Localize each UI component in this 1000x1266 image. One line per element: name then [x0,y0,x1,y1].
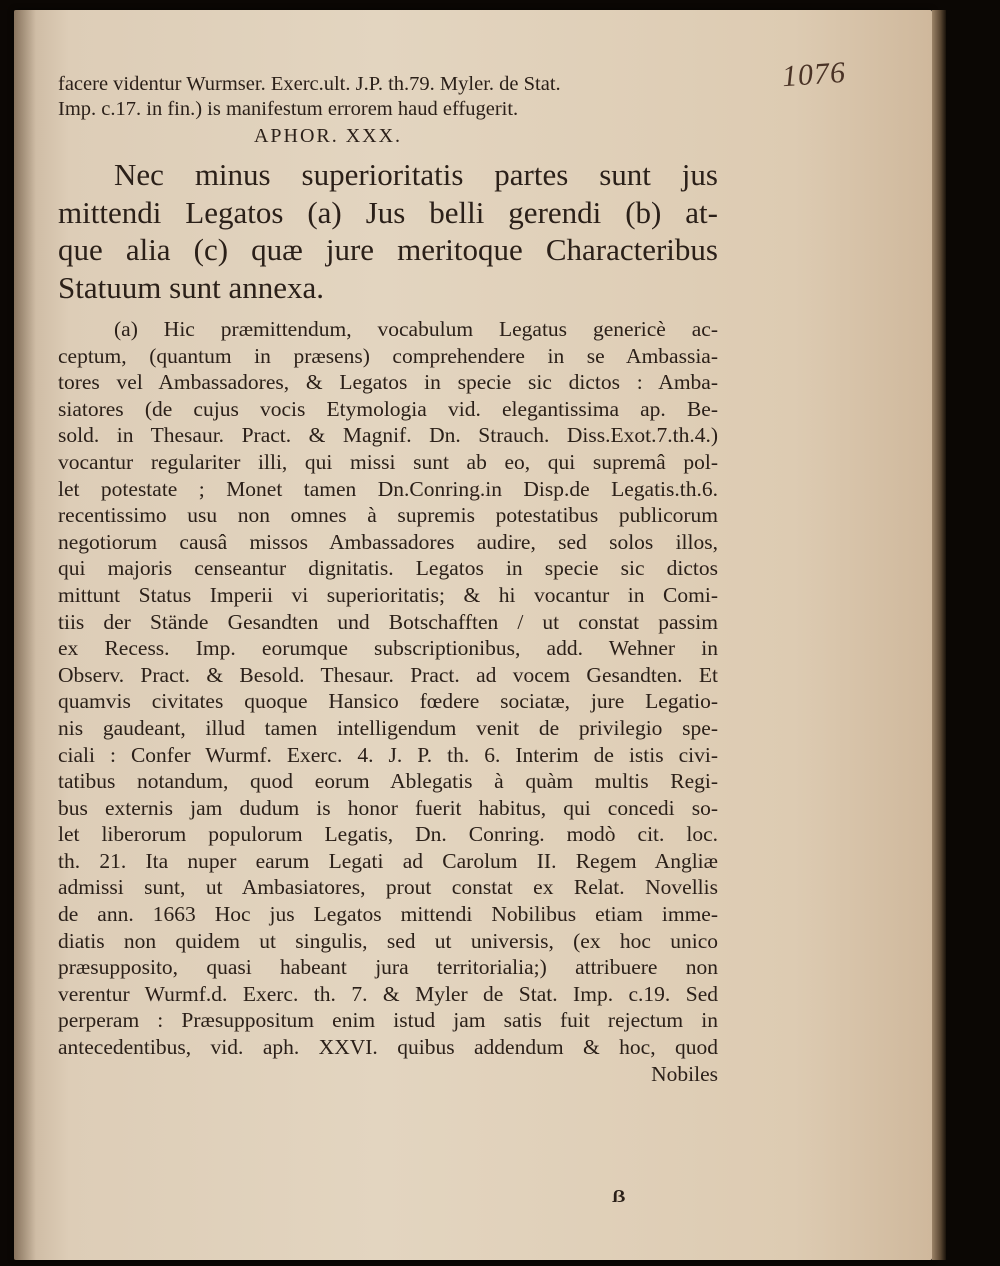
body-line: (a) Hic præmittendum, vocabulum Legatus genericè ac- [114,317,718,341]
page-text [58,72,718,1087]
body-line: tatibus notandum, quod eorum Ablegatis à quàm multis Regi- [58,769,718,794]
body-line: bus externis jam dudum is honor fuerit habitus, qui concedi so- [58,795,718,820]
aphorism-line-4: Statuum sunt annexa. [58,269,325,305]
body-line: antecedentibus, vid. aph. XXVI. quibus addendum & hoc, quod [58,1035,718,1060]
body-line: de ann. 1663 Hoc jus Legatos mittendi Nobilibus etiam imme- [58,902,718,927]
handwritten-folio-number: 1076 [780,55,848,94]
gutter-shadow [14,10,36,1260]
aphorism-heading: APHOR. XXX. [253,125,403,147]
body-line: vocantur regulariter illi, qui missi sunt ab eo, qui supremâ pol- [58,449,718,474]
body-line: tores vel Ambassadores, & Legatos in specie sic dictos : Amba- [58,370,718,395]
intro-line-1: facere videntur Wurmser. Exerc.ult. J.P. th.79. Myler. de Stat. [58,73,561,95]
body-line: siatores (de cujus vocis Etymologia vid. elegantissima ap. Be- [58,396,718,421]
body-line: diatis non quidem ut singulis, sed ut universis, (ex hoc unico [58,928,718,953]
body-line: ciali : Confer Wurmf. Exerc. 4. J. P. th. 6. Interim de istis civi- [58,742,718,767]
body-line: qui majoris censeantur dignitatis. Legatos in specie sic dictos [58,556,718,581]
aphorism-line-3: que alia (c) quæ jure meritoque Characteribus [58,232,718,267]
body-line: recentissimo usu non omnes à supremis potestatibus publicorum [58,503,718,528]
body-line: quamvis civitates quoque Hansico fœdere sociatæ, jure Legatio- [58,689,718,714]
body-line: perperam : Præsuppositum enim istud jam satis fuit rejectum in [58,1008,718,1033]
page-edge [932,10,946,1260]
intro-line-2: Imp. c.17. in fin.) is manifestum errorem haud effugerit. [58,98,519,120]
body-line: verentur Wurmf.d. Exerc. th. 7. & Myler de Stat. Imp. c.19. Sed [58,981,718,1006]
aphorism-line-1: Nec minus superioritatis partes sunt jus [114,157,718,192]
aphorism-line-2: mittendi Legatos (a) Jus belli gerendi (b) at- [58,194,718,230]
catchword: Nobiles [651,1061,718,1086]
body-line: negotiorum causâ missos Ambassadores audire, sed solos illos, [58,529,718,554]
body-line: let liberorum populorum Legatis, Dn. Conring. modò cit. loc. [58,822,718,847]
signature-mark: ẞ [612,1186,626,1206]
body-line: nis gaudeant, illud tamen intelligendum venit de privilegio spe- [58,715,718,740]
body-line: sold. in Thesaur. Pract. & Magnif. Dn. Strauch. Diss.Exot.7.th.4.) [58,423,718,448]
body-line: th. 21. Ita nuper earum Legati ad Carolum II. Regem Angliæ [58,848,718,873]
body-line: præsupposito, quasi habeant jura territorialia;) attribuere non [58,955,718,980]
body-line: ceptum, (quantum in præsens) comprehendere in se Ambassia- [58,343,718,368]
body-line: let potestate ; Monet tamen Dn.Conring.in Disp.de Legatis.th.6. [58,476,718,501]
body-line: Observ. Pract. & Besold. Thesaur. Pract. ad vocem Gesandten. Et [58,662,718,687]
body-line: tiis der Stände Gesandten und Botschafften / ut constat passim [58,609,718,634]
body-line: mittunt Status Imperii vi superioritatis; & hi vocantur in Comi- [58,582,718,607]
body-line: ex Recess. Imp. eorumque subscriptionibus, add. Wehner in [58,636,718,661]
body-line: admissi sunt, ut Ambasiatores, prout constat ex Relat. Novellis [58,875,718,900]
